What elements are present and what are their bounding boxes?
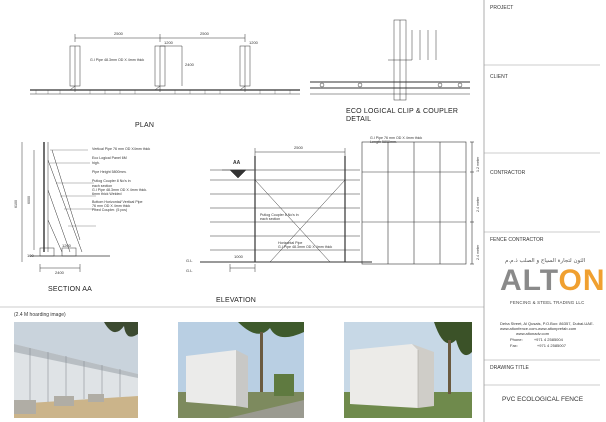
elevation-drawing bbox=[200, 148, 372, 272]
phone-number: +971 4 2585004 bbox=[533, 337, 563, 342]
company-arabic-name: الثون لتجارة السياج و الصلب ذ.م.م bbox=[505, 258, 586, 264]
section-note: Vertical Pipe 76 mm OD X4mm thick bbox=[92, 147, 151, 151]
section-title: SECTION AA bbox=[48, 286, 93, 293]
hoarding-photo-2 bbox=[178, 322, 304, 418]
section-dim-post-gap: 1200 bbox=[62, 243, 71, 248]
title-block-client: CLIENT bbox=[490, 74, 508, 80]
clip-detail-title-line2: DETAIL bbox=[346, 116, 372, 124]
elevation-note-line: Length 5800mm. bbox=[370, 140, 397, 145]
plan-dim-span-left: 2500 bbox=[114, 31, 123, 36]
section-dim-base-width: 2400 bbox=[55, 270, 64, 275]
elevation-gl-left: G.L bbox=[186, 258, 193, 263]
company-web-1: www.altonfence.com-www.altonprefab.com bbox=[500, 326, 577, 331]
plan-dim-depth: 2400 bbox=[185, 62, 194, 67]
section-note: G.I Pipe 48.3mm OD X 4mm thick. bbox=[92, 187, 148, 192]
company-fax bbox=[510, 344, 566, 349]
elevation-title: ELEVATION bbox=[216, 297, 257, 304]
plan-note: G.I Pipe 48.3mm OD X 4mm thick bbox=[90, 58, 145, 62]
title-block-drawing-title-value: PVC ECOLOGICAL FENCE bbox=[502, 396, 584, 403]
section-dim-pipe: 6000 bbox=[27, 196, 31, 204]
elevation-aa-marker: AA bbox=[233, 160, 241, 166]
section-note: Fixed Coupler. (5 pcs) bbox=[92, 208, 128, 213]
title-block-project: PROJECT bbox=[490, 5, 514, 11]
section-note: Bottom Horizontal/ Vertical Pipe bbox=[92, 199, 143, 204]
hoarding-photo-3 bbox=[344, 322, 472, 418]
title-block-contractor: CONTRACTOR bbox=[490, 170, 526, 176]
section-note: high. bbox=[92, 160, 100, 165]
title-block-drawing-title-label: DRAWING TITLE bbox=[490, 365, 529, 371]
company-logo bbox=[500, 266, 606, 296]
fax-number: +971 4 2585007 bbox=[536, 343, 566, 348]
section-note: each section bbox=[92, 183, 113, 188]
company-tagline: FENCING & STEEL TRADING LLC bbox=[510, 300, 585, 305]
panel-height-3: 2.4 meter bbox=[476, 244, 480, 260]
section-notes bbox=[92, 147, 150, 212]
section-note: Pipe Height 5800mm. bbox=[92, 169, 127, 174]
elevation-note-line: G.I Pipe 48.3mm OD X 4mm thick bbox=[278, 245, 333, 250]
panel-height-1: 1.2 meter bbox=[476, 156, 480, 172]
title-block-fence-contractor: FENCE CONTRACTOR bbox=[490, 237, 544, 243]
elevation-span: 2500 bbox=[294, 145, 303, 150]
section-note: Putlog Coupler 8 No's in bbox=[92, 179, 131, 184]
section-dim-base: 100 bbox=[27, 253, 34, 258]
elevation-note-line: Horizontal Pipe bbox=[278, 241, 303, 245]
clip-detail-title bbox=[346, 108, 458, 125]
clip-detail-drawing bbox=[310, 20, 470, 100]
plan-dim-post-gap-2: 1200 bbox=[249, 40, 258, 45]
elevation-note-putlog bbox=[260, 213, 299, 221]
elevation-bottom-dim: 1000 bbox=[234, 254, 243, 259]
elevation-note-top bbox=[370, 136, 422, 144]
plan-title: PLAN bbox=[135, 122, 155, 129]
company-web-2: www.altonadv.com bbox=[516, 331, 550, 336]
section-note: 6mm thick Welded bbox=[92, 192, 122, 197]
section-note: 76 mm OD X 4mm thick bbox=[92, 203, 131, 208]
clip-detail-title-line1: ECO LOGICAL CLIP & COUPLER bbox=[346, 108, 459, 115]
panel-height-2: 2.4 meter bbox=[476, 196, 480, 212]
company-logo-text: ALTON bbox=[500, 264, 606, 297]
elevation-gl-right: G.L bbox=[186, 268, 193, 273]
photo-caption: (2.4 M hoarding image) bbox=[14, 312, 66, 318]
elevation-note-line: G.I Pipe 76 mm OD X 4mm thick bbox=[370, 136, 423, 140]
hoarding-photo-1 bbox=[14, 322, 138, 418]
elevation-note-line: each section bbox=[260, 217, 281, 222]
plan-dim-post-gap-1: 1200 bbox=[164, 40, 173, 45]
company-address: Deha Street, Al Qusais, P.O.Box: 86357, Dubai-UAE. bbox=[500, 321, 594, 326]
elevation-note-line: Putlog Coupler 8 No's in bbox=[260, 213, 299, 217]
plan-dim-span-right: 2500 bbox=[200, 31, 209, 36]
phone-label: Phone: bbox=[510, 337, 523, 342]
section-note: Eco Logical Panel 6M bbox=[92, 156, 127, 161]
section-dim-total: 6100 bbox=[14, 200, 18, 208]
elevation-note-horizontal bbox=[278, 241, 332, 249]
fax-label: Fax: bbox=[510, 343, 518, 348]
elevation-panel-grid bbox=[362, 142, 474, 264]
